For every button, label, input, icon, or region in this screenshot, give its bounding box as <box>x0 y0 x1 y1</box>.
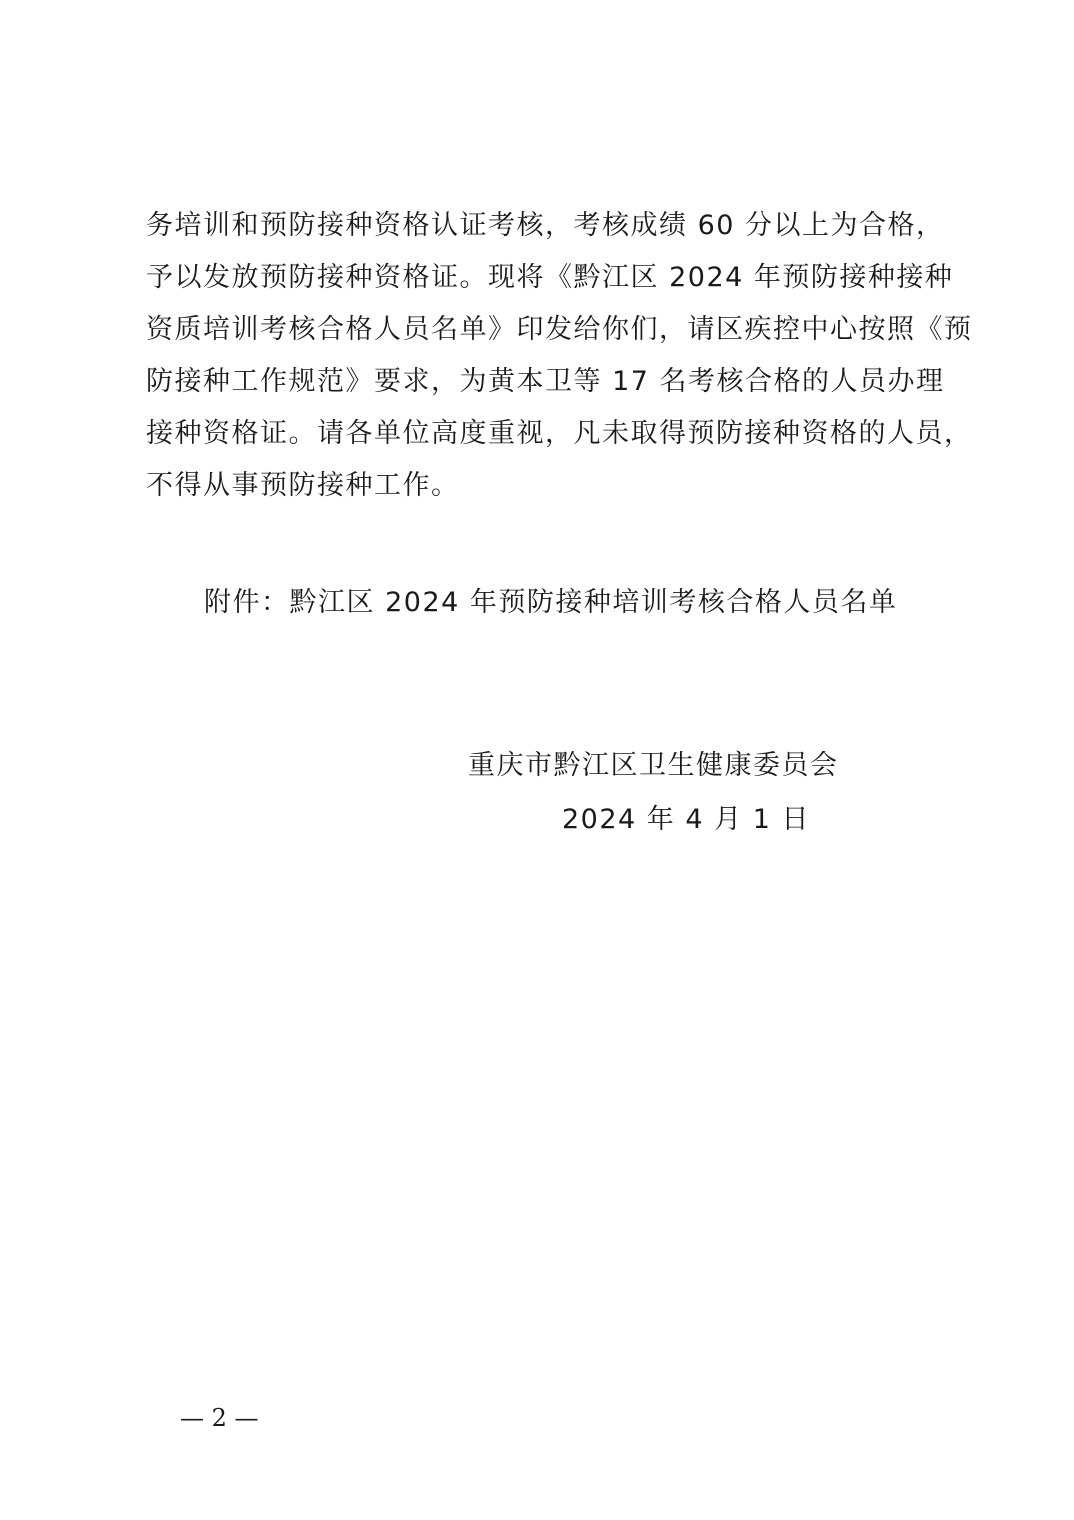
body-line: 接种资格证。请各单位高度重视，凡未取得预防接种资格的人员， <box>146 418 973 449</box>
body-line: 不得从事预防接种工作。 <box>146 470 460 501</box>
body-paragraph <box>146 200 973 512</box>
issuer-name: 重庆市黔江区卫生健康委员会 <box>468 750 839 781</box>
page-number: — 2 — <box>180 1404 259 1432</box>
body-line: 务培训和预防接种资格认证考核，考核成绩 60 分以上为合格， <box>146 210 945 241</box>
body-line: 予以发放预防接种资格证。现将《黔江区 2024 年预防接种接种 <box>146 262 954 293</box>
attachment-line: 附件：黔江区 2024 年预防接种培训考核合格人员名单 <box>204 587 898 618</box>
issue-date: 2024 年 4 月 1 日 <box>562 804 810 835</box>
body-line: 防接种工作规范》要求，为黄本卫等 17 名考核合格的人员办理 <box>146 366 945 397</box>
body-line: 资质培训考核合格人员名单》印发给你们，请区疾控中心按照《预 <box>146 314 973 345</box>
